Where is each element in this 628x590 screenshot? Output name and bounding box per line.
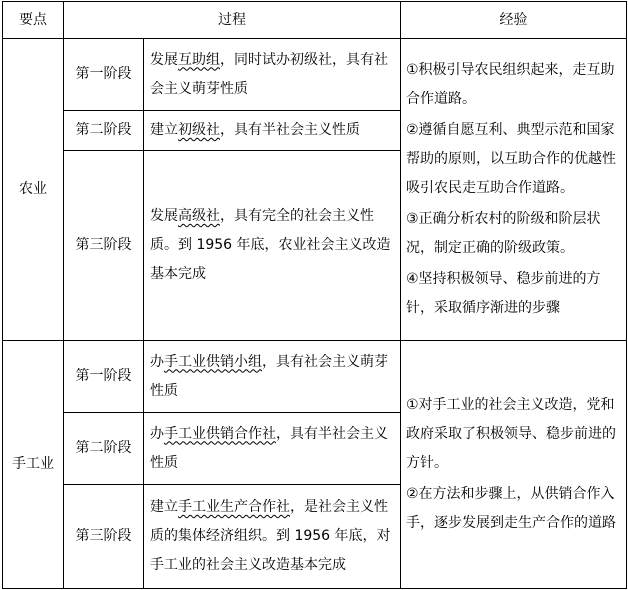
experience-item: ③正确分析农村的阶级和阶层状况，制定正确的阶级政策。 (406, 211, 601, 256)
stage-cell: 第三阶段 (64, 485, 144, 589)
experience-item: ②遵循自愿互利、典型示范和国家帮助的原则，以互助合作的优越性吸引农民走互助合作道路。 (406, 122, 616, 196)
experience-item: ①积极引导农民组织起来，走互助合作道路。 (406, 62, 615, 107)
header-process: 过程 (64, 2, 401, 39)
experience-item: ①对手工业的社会主义改造，党和政府采取了积极领导、稳步前进的方针。 (406, 397, 616, 471)
comparison-table (2, 1, 627, 589)
header-row (3, 2, 627, 39)
stage-cell: 第一阶段 (64, 341, 144, 413)
table-row (3, 39, 627, 111)
header-experience: 经验 (401, 2, 627, 39)
process-cell: 建立手工业生产合作社，是社会主义性质的集体经济组织。到 1956 年底，对手工业的社会主义改造基本完成 (144, 485, 401, 589)
process-cell: 办手工业供销小组，具有社会主义萌芽性质 (144, 341, 401, 413)
process-cell: 建立初级社，具有半社会主义性质 (144, 111, 401, 151)
process-cell: 发展高级社，具有完全的社会主义性质。到 1956 年底，农业社会主义改造基本完成 (144, 151, 401, 341)
table-row (3, 341, 627, 413)
stage-cell: 第二阶段 (64, 413, 144, 485)
experience-item: ④坚持积极领导、稳步前进的方针，采取循序渐进的步骤 (406, 271, 601, 316)
experience-item: ②在方法和步骤上，从供销合作入手，逐步发展到走生产合作的道路 (406, 486, 616, 531)
category-cell: 手工业 (3, 341, 64, 589)
process-cell: 发展互助组，同时试办初级社，具有社会主义萌芽性质 (144, 39, 401, 111)
experience-cell (401, 39, 627, 341)
process-cell: 办手工业供销合作社，具有半社会主义性质 (144, 413, 401, 485)
stage-cell: 第二阶段 (64, 111, 144, 151)
stage-cell: 第三阶段 (64, 151, 144, 341)
header-key-point: 要点 (3, 2, 64, 39)
experience-cell (401, 341, 627, 589)
stage-cell: 第一阶段 (64, 39, 144, 111)
category-cell: 农业 (3, 39, 64, 341)
